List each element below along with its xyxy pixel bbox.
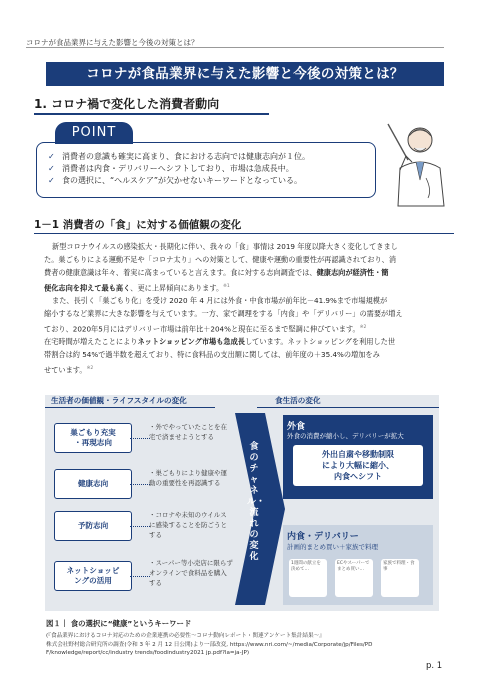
footnote-ref: ※1 [223,283,230,289]
paragraph-line: た。巣ごもりによる運動不足や「コロナ太り」への対策として、健康や運動の重要性が再認識されており、消 [44,255,397,265]
delivery-panel: 家族で料理・食事 [381,559,419,597]
figure-caption: 図１｜ 食の選択に“健康”というキーワード [46,619,192,628]
paragraph-line: 在宅時間が増えたことによりネットショッピング市場も急成長しています。ネットショッピングを利用した世 [44,337,396,347]
delivery-panel: 1週間の献立を決めて… [289,559,327,597]
figure-right-rule [257,407,439,408]
delivery-panel: ECやスーパーでまとめ買い… [335,559,373,597]
trend-connector [130,438,150,439]
section-heading: 1. コロナ禍で変化した消費者動向 [34,97,220,111]
check-icon: ✓ [48,164,55,173]
trend-desc: ・スーパー等小売店に限らずオンラインで食料品を購入する [149,559,233,587]
point-item: ✓ 消費者の意識も確実に高まり、食における志向では健康志向が１位。 [48,152,310,161]
page-number: p. 1 [426,661,443,671]
outside-heading: 外食 [287,422,306,432]
doctor-illustration [382,118,452,208]
figure-left-heading: 生活者の価値観・ライフスタイルの変化 [51,396,187,405]
source-citation: (『食品業界におけるコロナ対応のための企業連携の必要性～コロナ動向レポート・関連アンケート集計結果～』 株式会社野村総合研究所の調査(令和 3 年 2 月 12 日公開)より一部改変, https://www.nri.com/~/media/Corporate/jp/Files/PD F/knowledge/report/cc/industry trends/foodindustry2021 jp.pdf?la=ja-JP) [46,633,373,656]
paragraph-line: せています。$^{※2}$ [44,365,94,374]
delivery-heading: 内食・デリバリー [287,532,359,542]
trend-desc: ・外でやっていたことを在宅で済ませようとする [149,423,227,441]
trend-desc: ・巣ごもりにより健康や運動の重要性を再認識する [149,469,227,487]
arrow-label: 食のチャネル・流れの変化 [247,442,266,562]
trend-box: 健康志向 [54,469,132,499]
delivery-box [283,525,433,605]
figure-diagram [45,395,439,611]
paragraph-line: 帯割合は約 54%で過半数を超えており、特に食料品の支出額に関しては、前年度の＋35.4%の増加をみ [44,350,380,360]
footnote-ref: ※2 [359,324,367,330]
point-list [48,151,310,187]
check-icon: ✓ [48,176,55,185]
paragraph-line: ており、2020年5月にはデリバリー市場は前年比＋204%と現在に至るまで堅調に伸びています。$^{※2}$ [44,324,367,333]
trend-connector [130,484,150,485]
outside-sub: 外食の消費が縮小し、デリバリーが拡大 [287,432,404,440]
footnote-ref: ※2 [86,365,94,371]
trend-connector [130,526,150,527]
body-text [44,240,458,376]
point-item: ✓ 消費者は内食・デリバリーへシフトしており、市場は急成長中。 [48,164,294,173]
figure-right-heading: 食生活の変化 [275,396,321,405]
trend-box: 巣ごもり充実 ・再現志向 [54,423,132,453]
paragraph-line: 便化志向を抑えて最も高く、更に上昇傾向にあります。$^{※1}$ [44,283,230,292]
trend-desc: ・コロナや未知のウイルスに感染することを防ごうとする [149,511,227,539]
point-label: POINT [55,122,133,144]
paragraph-line: 費者の健康意識は年々、着実に高まっていると言えます。食に対する志向調査では、健康志向が経済性・簡 [44,268,389,278]
trend-connector [130,576,150,577]
outside-inner-box: 外出自粛や移動制限 により大幅に縮小、 内食へシフト [293,445,423,486]
trend-box: 予防志向 [54,511,132,541]
outside-dining-box [283,415,433,499]
point-item: ✓ 食の選択に、“ヘルスケア”が欠かせないキーワードとなっている。 [48,176,303,185]
page-title: コロナが食品業界に与えた影響と今後の対策とは？ [46,62,444,86]
paragraph-line: 新型コロナウイルスの感染拡大・長期化に伴い、我々の「食」事情は 2019 年度以降大きく変化してきまし [52,242,398,251]
subsection-heading: 1－1 消費者の「食」に対する価値観の変化 [34,219,242,231]
subsection-underline [34,233,454,234]
running-header: コロナが食品業界に与えた影響と今後の対策とは？ [26,38,199,47]
figure-left-rule [45,407,215,408]
paragraph-line: また、長引く「巣ごもり化」を受け 2020 年 4 月には外食・中食市場が前年比－41.9%まで市場規模が [52,296,388,306]
section-underline [34,113,269,115]
delivery-sub: 計画的まとめ買い＋家族で料理 [287,543,378,551]
header-rule [26,47,444,48]
trend-box: ネットショッピ ングの活用 [54,561,132,591]
check-icon: ✓ [48,152,55,161]
paragraph-line: 縮小するなど業界に大きな影響を与えています。一方、家で調理をする「内食」や「デリバリー」の需要が増え [44,309,403,319]
